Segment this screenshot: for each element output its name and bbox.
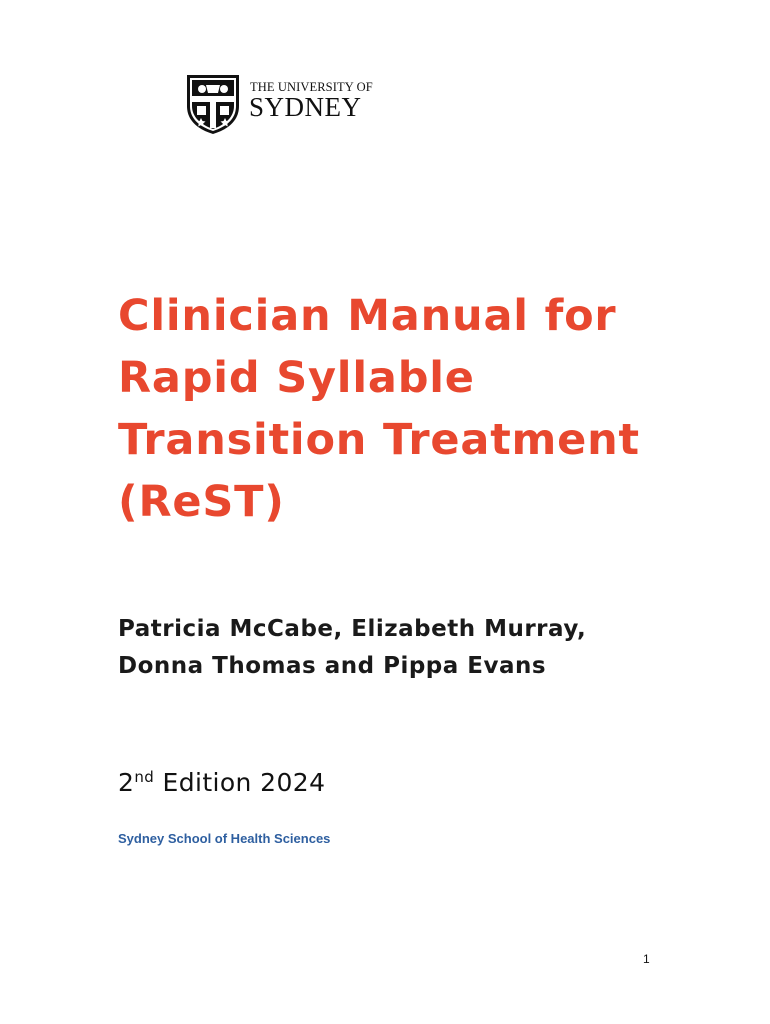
edition <box>118 768 325 797</box>
title-line: Rapid Syllable <box>118 353 475 403</box>
authors-line: Patricia McCabe, Elizabeth Murray, <box>118 616 587 642</box>
school-name: Sydney School of Health Sciences <box>118 831 331 846</box>
authors-line: Donna Thomas and Pippa Evans <box>118 653 547 679</box>
title-line: (ReST) <box>118 477 285 527</box>
logo-text-university-of: THE UNIVERSITY OF <box>250 80 373 94</box>
edition-number: 2 <box>118 768 135 797</box>
page-number: 1 <box>643 952 650 966</box>
edition-text: Edition 2024 <box>154 768 326 797</box>
title-line: Transition Treatment <box>118 415 640 465</box>
edition-suffix: nd <box>134 768 155 786</box>
university-logo <box>184 72 373 138</box>
university-shield-icon <box>184 72 242 136</box>
authors <box>118 611 718 685</box>
manual-title <box>118 285 718 533</box>
title-line: Clinician Manual for <box>118 291 617 341</box>
logo-text-sydney: SYDNEY <box>249 92 362 122</box>
